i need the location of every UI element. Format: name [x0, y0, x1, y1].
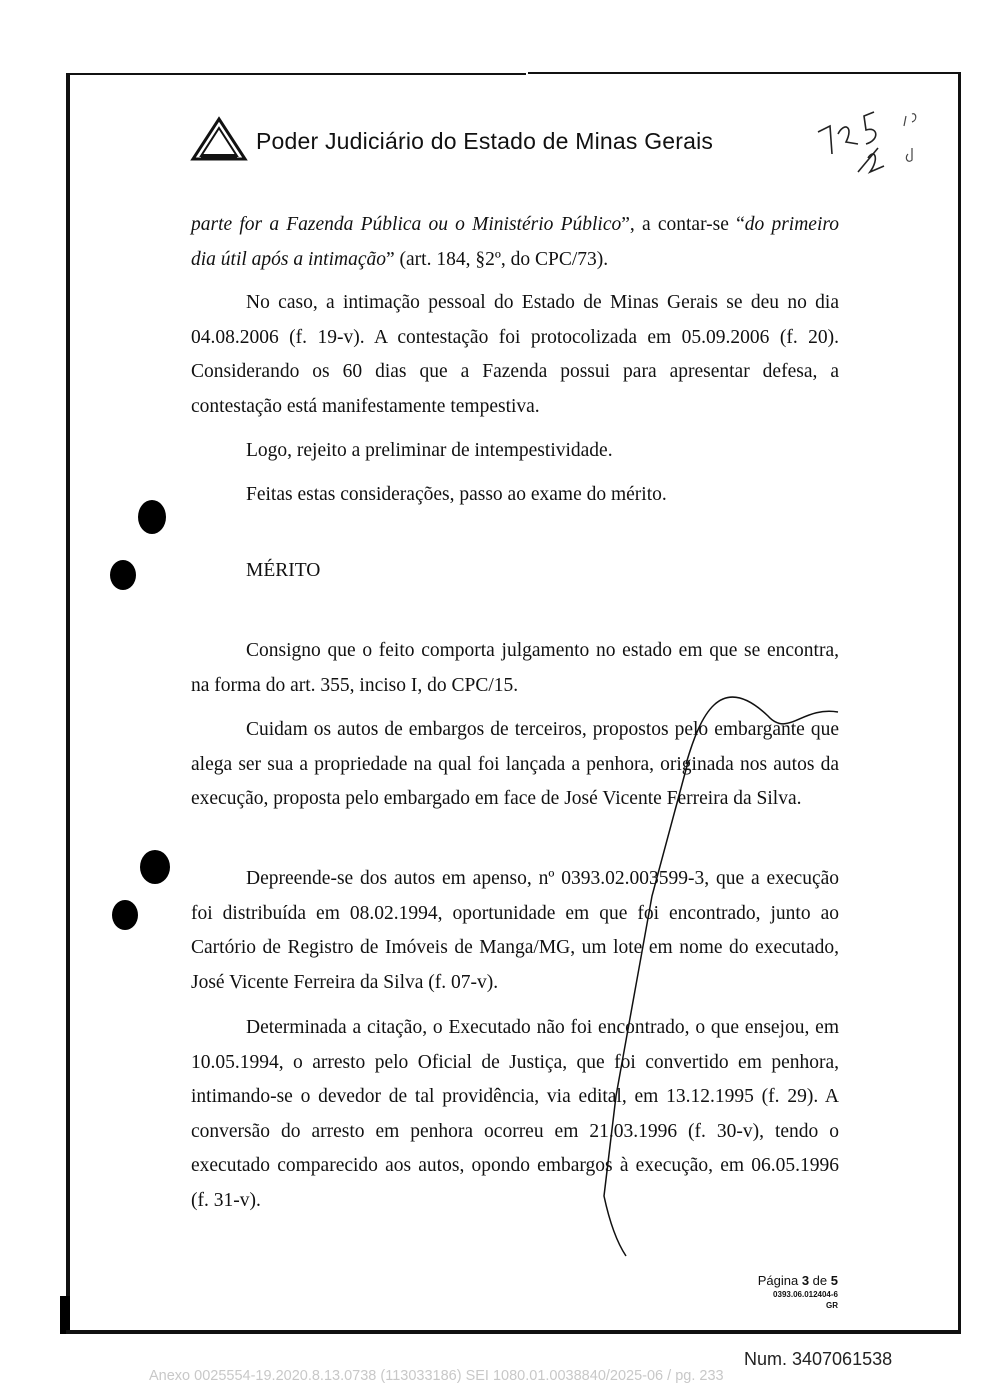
page-number	[700, 1273, 838, 1289]
paragraph-4: Feitas estas considerações, passo ao exame do mérito.	[246, 484, 667, 505]
footer-stamp: Anexo 0025554-19.2020.8.13.0738 (113033186) SEI 1080.01.0038840/2025-06 / pg. 233	[149, 1368, 724, 1384]
page-border-right	[958, 72, 961, 1334]
page-info	[700, 1273, 838, 1311]
document-header	[190, 116, 830, 166]
paragraph-8: Determinada a citação, o Executado não foi encontrado, o que ensejou, em 10.05.1994, o arresto pelo Oficial de Justiça, que foi convertido em penhora, intimando-se o devedor de tal providência, via edital, em 13.12.1995 (f. 29). A conversão do arresto em penhora ocorreu em 21.03.1996 (f. 30-v), tendo o executado comparecido aos autos, opondo embargos à execução, em 06.05.1996 (f. 31-v).	[191, 1017, 839, 1211]
header-title: Poder Judiciário do Estado de Minas Gerais	[256, 128, 714, 154]
punch-hole	[112, 900, 138, 930]
italic-quote: parte for a Fazenda Pública ou o Ministério Público	[191, 214, 622, 235]
paragraph-5: Consigno que o feito comporta julgamento no estado em que se encontra, na forma do art. 355, inciso I, do CPC/15.	[191, 640, 839, 696]
page-label: Página	[757, 1273, 799, 1288]
page-border-bottom	[66, 1330, 961, 1334]
paragraph-3: Logo, rejeito a preliminar de intempestividade.	[246, 440, 613, 461]
italic-quote: do primeiro dia útil após a intimação	[191, 214, 839, 270]
text-run: ”, a contar-se “	[621, 214, 745, 235]
paragraph-7: Depreende-se dos autos em apenso, nº 0393.02.003599-3, que a execução foi distribuída em 08.02.1994, oportunidade em que foi encontrado, junto ao Cartório de Registro de Imóveis de Manga/MG, um lote em nome do executado, José Vicente Ferreira da Silva (f. 07-v).	[191, 868, 839, 993]
punch-hole	[140, 850, 170, 884]
paragraph-2: No caso, a intimação pessoal do Estado de Minas Gerais se deu no dia 04.08.2006 (f. 19-v). A contestação foi protocolizada em 05.09.2006 (f. 20). Considerando os 60 dias que a Fazenda possui para apresentar defesa, a contestação está manifestamente tempestiva.	[191, 292, 839, 417]
punch-hole	[110, 560, 136, 590]
page-current: 3	[801, 1273, 810, 1288]
page-border-top-right	[528, 72, 960, 74]
section-heading-merito: MÉRITO	[246, 560, 321, 581]
page-border-top	[66, 73, 526, 75]
initials: GR	[826, 1301, 838, 1310]
page-border-left-shadow	[60, 1296, 70, 1334]
handwritten-note-icon	[808, 102, 938, 182]
punch-hole	[138, 500, 166, 534]
paragraph-6: Cuidam os autos de embargos de terceiros, propostos pelo embargante que alega ser sua a propriedade na qual foi lançada a penhora, originada nos autos da execução, proposta pelo embargado em face de José Vicente Ferreira da Silva.	[191, 719, 839, 809]
text-run: ” (art. 184, §2º, do CPC/73).	[386, 248, 609, 270]
paragraph-1	[191, 208, 839, 277]
triangle-logo-icon	[190, 116, 248, 162]
handwritten-strike-line-icon	[592, 676, 848, 1266]
page-border-left	[66, 74, 70, 1334]
process-code: 0393.06.012404-6	[773, 1290, 838, 1299]
page-total: 5	[830, 1273, 838, 1288]
page-of: de	[812, 1273, 828, 1288]
document-number: Num. 3407061538	[744, 1349, 893, 1369]
